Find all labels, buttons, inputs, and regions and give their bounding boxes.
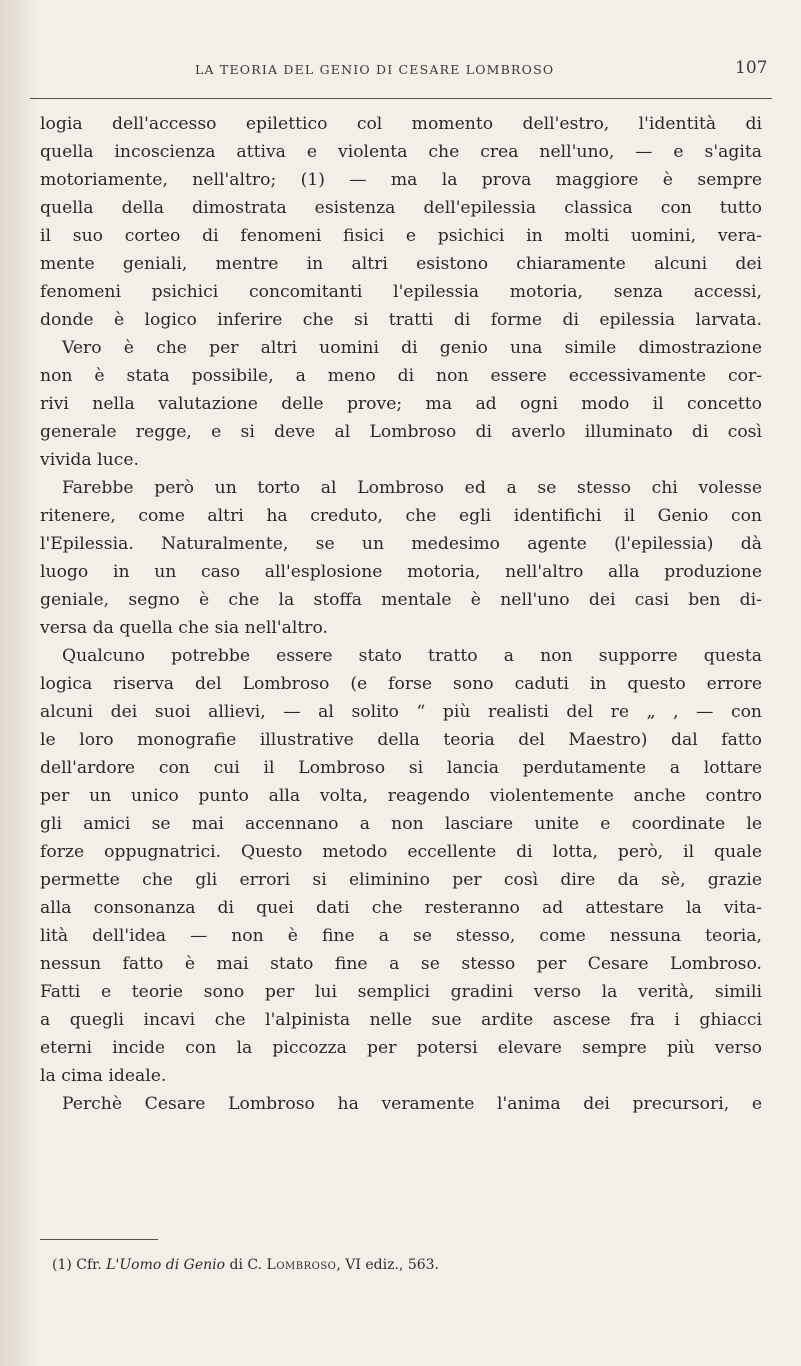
text-line: permette che gli errori si eliminino per così dire da sè, grazie — [40, 870, 762, 890]
text-line: a quegli incavi che l'alpinista nelle sue ardite ascese fra i ghiacci — [40, 1010, 762, 1030]
body-text — [40, 110, 762, 1118]
footnote-author: Lombroso — [266, 1257, 337, 1273]
text-line: vivida luce. — [40, 450, 139, 470]
header-rule — [30, 98, 772, 99]
text-line: per un unico punto alla volta, reagendo violentemente anche contro — [40, 786, 762, 806]
text-line: Perchè Cesare Lombroso ha veramente l'anima dei precursori, e — [62, 1094, 762, 1114]
text-line: quella della dimostrata esistenza dell'epilessia classica con tutto — [40, 198, 762, 218]
text-line: ritenere, come altri ha creduto, che egli identifichi il Genio con — [40, 506, 762, 526]
text-line: generale regge, e si deve al Lombroso di averlo illuminato di così — [40, 422, 762, 442]
text-line: donde è logico inferire che si tratti di forme di epilessia larvata. — [40, 310, 762, 330]
text-line: motoriamente, nell'altro; (1) — ma la prova maggiore è sempre — [40, 170, 762, 190]
text-line: Qualcuno potrebbe essere stato tratto a non supporre questa — [62, 646, 762, 666]
text-line: geniale, segno è che la stoffa mentale è nell'uno dei casi ben di- — [40, 590, 762, 610]
text-line: dell'ardore con cui il Lombroso si lancia perdutamente a lottare — [40, 758, 762, 778]
text-line: Vero è che per altri uomini di genio una simile dimostrazione — [62, 338, 762, 358]
text-line: alcuni dei suoi allievi, — al solito “ più realisti del re „ , — con — [40, 702, 762, 722]
footnote — [52, 1257, 439, 1273]
text-line: alla consonanza di quei dati che resteranno ad attestare la vita- — [40, 898, 762, 918]
text-line: luogo in un caso all'esplosione motoria, nell'altro alla produzione — [40, 562, 762, 582]
text-line: quella incoscienza attiva e violenta che crea nell'uno, — e s'agita — [40, 142, 762, 162]
text-line: logia dell'accesso epilettico col momento dell'estro, l'identità di — [40, 114, 762, 134]
running-head — [0, 60, 801, 84]
footnote-by: di C. — [229, 1257, 263, 1273]
text-line: lità dell'idea — non è fine a se stesso, come nessuna teoria, — [40, 926, 762, 946]
text-line: l'Epilessia. Naturalmente, se un medesimo agente (l'epilessia) dà — [40, 534, 762, 554]
text-line: Farebbe però un torto al Lombroso ed a se stesso chi volesse — [62, 478, 762, 498]
footnote-marker: (1) Cfr. — [52, 1257, 102, 1273]
text-line: il suo corteo di fenomeni fisici e psichici in molti uomini, vera- — [40, 226, 762, 246]
text-line: gli amici se mai accennano a non lasciare unite e coordinate le — [40, 814, 762, 834]
text-line: Fatti e teorie sono per lui semplici gradini verso la verità, simili — [40, 982, 762, 1002]
text-line: fenomeni psichici concomitanti l'epilessia motoria, senza accessi, — [40, 282, 762, 302]
text-line: eterni incide con la piccozza per potersi elevare sempre più verso — [40, 1038, 762, 1058]
footnote-rule — [40, 1239, 158, 1240]
text-line: versa da quella che sia nell'altro. — [40, 618, 328, 638]
text-line: nessun fatto è mai stato fine a se stesso per Cesare Lombroso. — [40, 954, 762, 974]
text-line: le loro monografie illustrative della teoria del Maestro) dal fatto — [40, 730, 762, 750]
page-number: 107 — [735, 58, 768, 78]
text-line: non è stata possibile, a meno di non essere eccessivamente cor- — [40, 366, 762, 386]
text-line: mente geniali, mentre in altri esistono chiaramente alcuni dei — [40, 254, 762, 274]
text-line: forze oppugnatrici. Questo metodo eccellente di lotta, però, il quale — [40, 842, 762, 862]
footnote-edition: , VI ediz., 563. — [336, 1257, 439, 1273]
text-line: rivi nella valutazione delle prove; ma ad ogni modo il concetto — [40, 394, 762, 414]
footnote-work-title: L'Uomo di Genio — [106, 1257, 226, 1273]
running-title: LA TEORIA DEL GENIO DI CESARE LOMBROSO — [195, 62, 555, 77]
text-line: logica riserva del Lombroso (e forse sono caduti in questo errore — [40, 674, 762, 694]
text-line: la cima ideale. — [40, 1066, 167, 1086]
